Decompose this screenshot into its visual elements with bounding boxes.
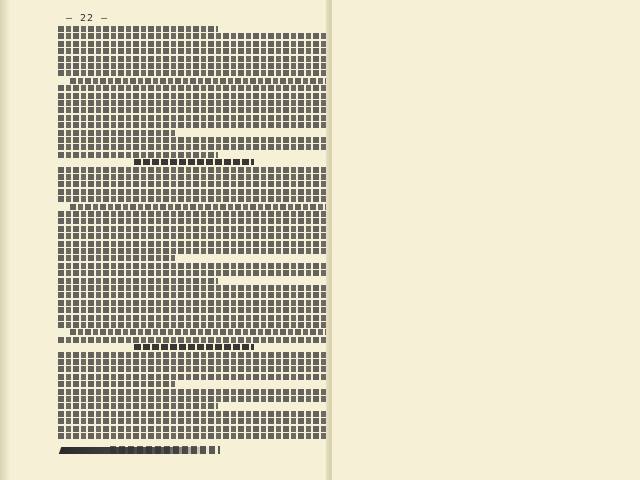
text-line <box>58 403 218 409</box>
text-line <box>58 70 330 76</box>
text-line <box>58 115 330 121</box>
text-line <box>58 85 330 91</box>
text-line <box>58 33 330 39</box>
text-line <box>58 270 330 276</box>
text-line <box>58 418 330 424</box>
text-line <box>58 292 330 298</box>
text-line <box>58 196 330 202</box>
text-line <box>58 307 330 313</box>
text-line <box>58 211 330 217</box>
text-line <box>58 426 330 432</box>
text-line <box>70 329 330 335</box>
footer-text <box>110 446 220 454</box>
text-line <box>58 167 330 173</box>
text-line <box>58 263 330 269</box>
text-line <box>58 181 330 187</box>
text-line <box>58 122 330 128</box>
text-line <box>58 144 330 150</box>
text-line <box>58 26 218 32</box>
text-line <box>58 374 330 380</box>
right-page <box>332 0 640 480</box>
text-line <box>58 352 330 358</box>
text-line <box>58 93 330 99</box>
text-line <box>134 159 254 165</box>
text-line <box>58 63 330 69</box>
text-line <box>58 359 330 365</box>
text-line <box>58 396 330 402</box>
text-line <box>58 56 330 62</box>
text-line <box>58 300 330 306</box>
text-line <box>58 107 330 113</box>
text-line <box>58 233 330 239</box>
text-line <box>58 218 330 224</box>
text-line <box>58 241 330 247</box>
text-line <box>58 433 330 439</box>
text-line <box>58 366 330 372</box>
text-line <box>58 137 330 143</box>
text-line <box>70 204 330 210</box>
text-line <box>58 41 330 47</box>
text-line <box>58 100 330 106</box>
text-line <box>58 322 330 328</box>
text-line <box>58 189 330 195</box>
text-line <box>58 337 330 343</box>
text-line <box>70 78 330 84</box>
page-edge-shadow <box>0 0 10 480</box>
text-line <box>58 48 330 54</box>
text-line <box>58 255 175 261</box>
text-line <box>58 248 330 254</box>
text-line <box>58 411 330 417</box>
text-line <box>58 285 330 291</box>
text-line <box>58 152 218 158</box>
text-line <box>58 174 330 180</box>
text-line <box>58 130 175 136</box>
text-line <box>58 389 330 395</box>
text-line <box>58 315 330 321</box>
page-number: — 22 — <box>66 13 109 24</box>
text-line <box>58 278 218 284</box>
text-line <box>58 381 175 387</box>
text-line <box>134 344 254 350</box>
text-line <box>58 226 330 232</box>
